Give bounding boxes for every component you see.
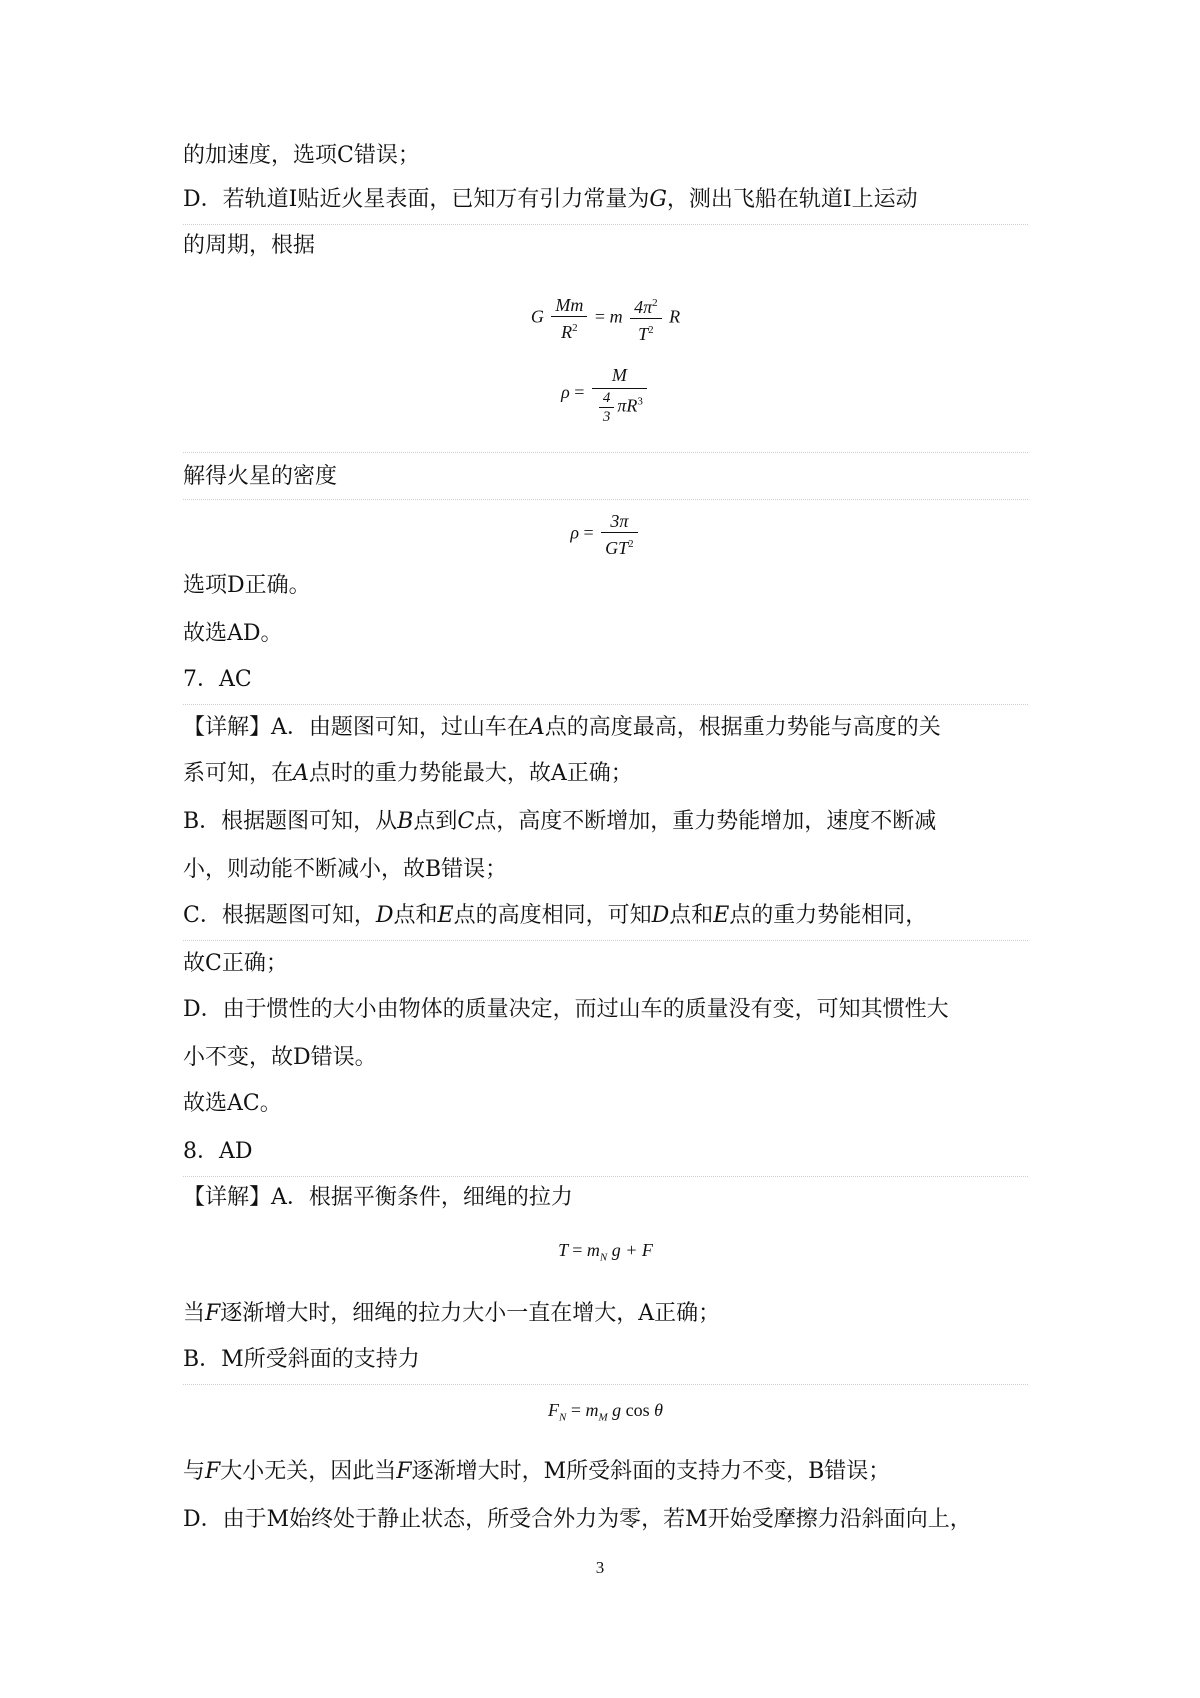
equals: = [572, 1240, 583, 1260]
fraction [601, 510, 638, 559]
subscript: N [558, 1411, 567, 1424]
text-line [183, 798, 1028, 846]
function: cos [625, 1400, 650, 1420]
text-line [183, 892, 1028, 941]
text: 大小无关，因此当 [220, 1459, 397, 1484]
exponent: 3 [637, 395, 643, 408]
text-line [183, 940, 1028, 988]
text: 点的重力势能相同， [729, 903, 928, 928]
text: 故C正确； [183, 951, 288, 976]
formula-gravitation [183, 292, 1028, 345]
exponent: 2 [572, 322, 578, 334]
numerator: Mm [551, 294, 587, 317]
text: C．根据题图可知， [183, 903, 376, 928]
text: 故选AD。 [183, 621, 283, 646]
text-line [183, 222, 1028, 270]
numerator: 3π [601, 510, 638, 533]
exponent: 2 [628, 538, 634, 550]
text: 点，高度不断增加，重力势能增加，速度不断减 [474, 809, 937, 834]
text: 点和 [393, 903, 438, 928]
fraction [592, 362, 647, 426]
denominator: 3 [602, 409, 611, 425]
text: 逐渐增大时，细绳的拉力大小一直在增大，A正确； [220, 1301, 721, 1326]
text: 的加速度，选项C错误； [183, 143, 420, 168]
numerator: M [592, 362, 647, 389]
text: D．由于惯性的大小由物体的质量决定，而过山车的质量没有变，可知其惯性大 [183, 997, 949, 1022]
symbol: πR [617, 395, 638, 416]
page-number: 3 [595, 1558, 605, 1577]
text: 选项D正确。 [183, 573, 311, 598]
text-line [183, 610, 1028, 658]
exponent: 2 [652, 297, 658, 309]
subscript: M [598, 1411, 608, 1424]
text: 小，则动能不断减小，故B错误； [183, 857, 508, 882]
text-line [183, 1034, 1028, 1082]
symbol: θ [654, 1400, 663, 1420]
text: 点时的重力势能最大，故A正确； [308, 761, 633, 786]
text: 当 [183, 1301, 206, 1326]
symbol: m [609, 306, 623, 327]
variable: C [457, 809, 475, 834]
denominator [630, 319, 662, 345]
text: 解得火星的密度 [183, 464, 338, 489]
symbol: 4π [634, 297, 653, 317]
text: D．由于M始终处于静止状态，所受合外力为零，若M开始受摩擦力沿斜面向上， [183, 1507, 972, 1532]
text: ，测出飞船在轨道Ⅰ上运动 [666, 187, 918, 212]
symbol: ρ [570, 522, 579, 543]
numerator [630, 292, 662, 319]
text-line [183, 846, 1028, 894]
variable: B [397, 809, 414, 834]
text-line [183, 1174, 1028, 1222]
text-line [183, 176, 1028, 225]
text: 点的高度相同，可知 [453, 903, 652, 928]
text: 与 [183, 1459, 206, 1484]
text: 点的高度最高，根据重力势能与高度的关 [544, 715, 941, 740]
fraction [599, 389, 615, 426]
denominator [551, 317, 587, 343]
text-line [183, 986, 1028, 1034]
variable: A [528, 715, 545, 740]
fraction [630, 292, 662, 345]
denominator [592, 389, 647, 426]
equals: = [570, 1400, 581, 1420]
symbol: R [669, 306, 681, 327]
text: 的周期，根据 [183, 233, 316, 258]
symbol: T [638, 324, 649, 344]
denominator [601, 533, 638, 559]
text-line [183, 562, 1028, 610]
symbol: GT [605, 538, 629, 558]
text-line [183, 1336, 1028, 1385]
text-line [183, 132, 1028, 180]
symbol: R [561, 322, 573, 342]
variable: F [396, 1459, 412, 1484]
text: 点和 [669, 903, 714, 928]
text: 小不变，故D错误。 [183, 1045, 377, 1070]
text: 【详解】A．根据平衡条件，细绳的拉力 [183, 1185, 573, 1210]
text: 逐渐增大时，M所受斜面的支持力不变，B错误； [411, 1459, 891, 1484]
text: B．M所受斜面的支持力 [183, 1347, 420, 1372]
subscript: N [599, 1251, 608, 1264]
equals: = [594, 306, 606, 327]
variable: F [205, 1459, 221, 1484]
text-line [183, 1080, 1028, 1128]
variable: E [713, 903, 730, 928]
text-line [183, 1496, 1028, 1544]
variable: A [293, 761, 309, 786]
text-line [183, 750, 1028, 798]
symbol: m [586, 1240, 600, 1260]
formula-tension [183, 1240, 1028, 1264]
exponent: 2 [648, 324, 654, 336]
text: 故选AC。 [183, 1091, 282, 1116]
numerator: 4 [599, 389, 615, 408]
text-line [183, 704, 1028, 752]
text: 点到 [413, 809, 458, 834]
symbol: g [612, 1400, 622, 1420]
formula-normal-force [183, 1400, 1028, 1424]
question-number [183, 656, 1028, 705]
variable: E [437, 903, 454, 928]
variable: D [375, 903, 394, 928]
text: B．根据题图可知，从 [183, 809, 398, 834]
symbol: g + F [611, 1240, 653, 1260]
formula-density [183, 362, 1028, 426]
equals: = [574, 382, 585, 403]
question-number [183, 1128, 1028, 1177]
variable: F [205, 1301, 221, 1326]
text-line [183, 452, 1028, 500]
equals: = [583, 522, 594, 543]
text: 【详解】A．由题图可知，过山车在 [183, 715, 529, 740]
symbol: G [530, 306, 544, 327]
text: 8．AD [183, 1139, 253, 1164]
variable: D [651, 903, 670, 928]
text-line [183, 1448, 1028, 1496]
symbol: m [585, 1400, 599, 1420]
text: 系可知，在 [183, 761, 294, 786]
text: 7．AC [183, 667, 252, 692]
fraction [551, 294, 587, 343]
variable: G [649, 187, 667, 212]
symbol: F [547, 1400, 559, 1420]
text: D．若轨道Ⅰ贴近火星表面，已知万有引力常量为 [183, 187, 650, 212]
text-line [183, 1290, 1028, 1338]
symbol: ρ [561, 382, 570, 403]
symbol: T [558, 1240, 568, 1260]
formula-density-result [183, 510, 1028, 559]
